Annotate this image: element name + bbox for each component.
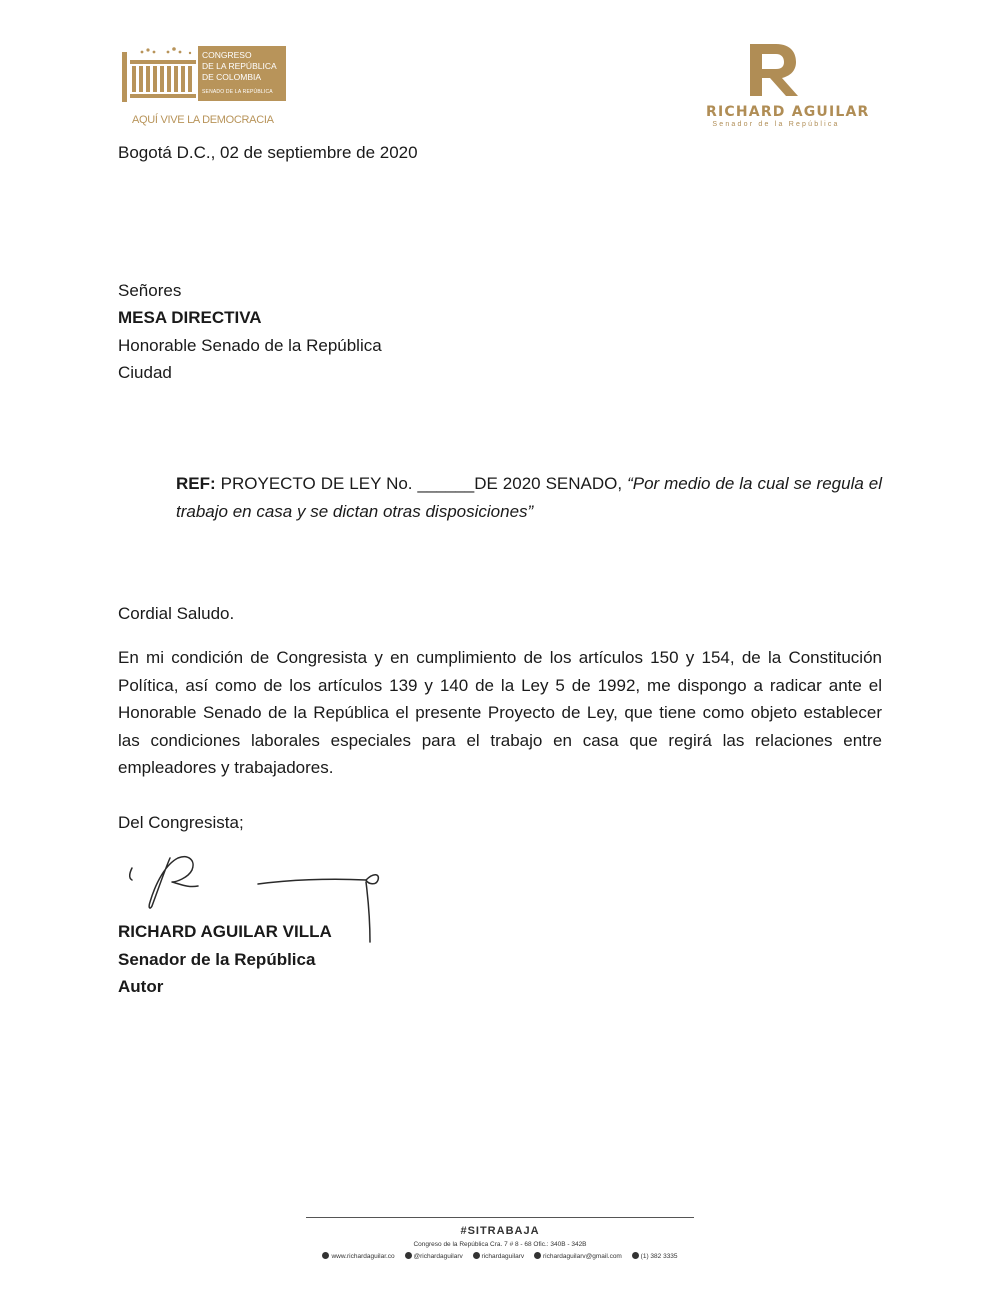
signer-title: Senador de la República xyxy=(118,950,316,969)
senator-logo xyxy=(700,40,870,132)
footer-address: Congreso de la República Cra. 7 # 8 - 68 Ofic.: 340B - 342B xyxy=(413,1241,587,1248)
closing: Del Congresista; xyxy=(118,813,244,832)
globe-icon xyxy=(322,1252,329,1259)
mail-icon xyxy=(534,1252,541,1259)
congreso-tagline: AQUÍ VIVE LA DEMOCRACIA xyxy=(132,114,274,126)
congreso-line-1: CONGRESO xyxy=(202,50,252,60)
footer-contact-email[interactable]: richardaguilarv@gmail.com xyxy=(534,1253,622,1260)
footer-divider xyxy=(306,1217,694,1218)
footer-hashtag: #SITRABAJA xyxy=(460,1225,540,1237)
footer-contact-phone[interactable]: (1) 382 3335 xyxy=(632,1253,678,1260)
footer-contacts xyxy=(0,1252,1000,1260)
senator-logo-subtitle: Senador de la República xyxy=(712,121,840,128)
letter-date: Bogotá D.C., 02 de septiembre de 2020 xyxy=(118,143,418,162)
twitter-icon xyxy=(405,1252,412,1259)
capitol-building-icon xyxy=(120,46,198,102)
body-paragraph: En mi condición de Congresista y en cumplimiento de los artículos 150 y 154, de la Constitución Política, así como de los artículos 139 y 140 de la Ley 5 de 1992, me dispongo a radicar ante el Honorable Senado de la República el presente Proyecto de Ley, que tiene como objeto establecer las condiciones laborales especiales para el trabajo en casa que regirá las relaciones entre empleadores y trabajadores. xyxy=(118,648,882,778)
reference-text: PROYECTO DE LEY No. ______DE 2020 SENADO, xyxy=(215,474,628,493)
signer-role: Autor xyxy=(118,977,164,996)
greeting: Cordial Saludo. xyxy=(118,604,235,623)
congreso-logo xyxy=(118,44,293,130)
congreso-name-box xyxy=(198,46,286,101)
footer-contact-instagram[interactable]: richardaguilarv xyxy=(473,1253,525,1260)
reference-title: “Por medio de la cual se regula el trabajo en casa y se dictan otras disposiciones” xyxy=(176,474,883,521)
reference-block xyxy=(176,470,882,526)
congreso-line-3: DE COLOMBIA xyxy=(202,72,262,82)
recipient-institution: Honorable Senado de la República xyxy=(118,336,382,355)
recipient-entity: MESA DIRECTIVA xyxy=(118,308,262,327)
congreso-subline: SENADO DE LA REPÚBLICA xyxy=(202,89,273,95)
senator-logo-name: RICHARD AGUILAR xyxy=(706,104,870,120)
signer-name: RICHARD AGUILAR VILLA xyxy=(118,922,332,941)
recipient-salutation: Señores xyxy=(118,281,182,300)
phone-icon xyxy=(632,1252,639,1259)
reference-label: REF: xyxy=(176,474,216,493)
congreso-line-2: DE LA REPÚBLICA xyxy=(202,61,277,71)
recipient-city: Ciudad xyxy=(118,363,172,382)
instagram-icon xyxy=(473,1252,480,1259)
ra-monogram-icon xyxy=(748,42,800,98)
footer-contact-twitter[interactable]: @richardaguilarv xyxy=(405,1253,463,1260)
footer-contact-web[interactable]: www.richardaguilar.co xyxy=(322,1253,394,1260)
